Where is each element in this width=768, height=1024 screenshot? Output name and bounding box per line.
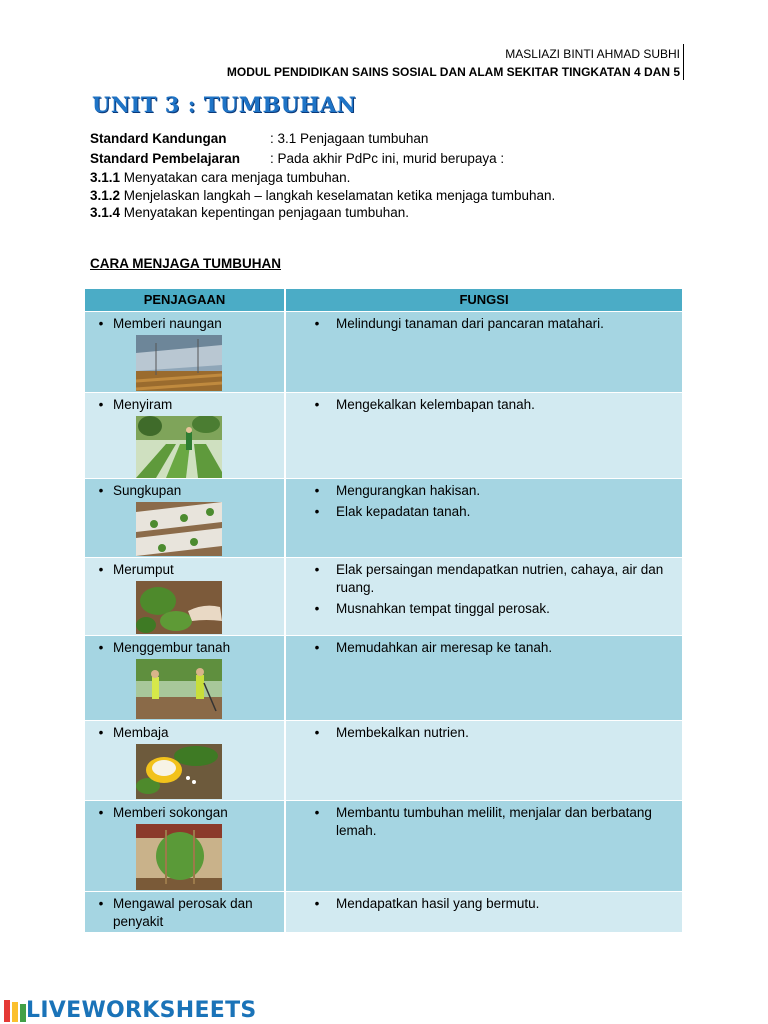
tilling-photo bbox=[136, 659, 222, 719]
function-text: Mengurangkan hakisan. bbox=[336, 483, 481, 498]
fertilizer-photo bbox=[136, 744, 222, 799]
bullet-icon: • bbox=[314, 316, 320, 331]
table-row bbox=[85, 635, 682, 720]
function-cell bbox=[286, 801, 682, 891]
objective bbox=[90, 169, 350, 186]
bullet-icon: • bbox=[98, 483, 104, 498]
objective-code: 3.1.1 bbox=[90, 170, 121, 185]
support-photo bbox=[136, 824, 222, 890]
table-row bbox=[85, 800, 682, 891]
function-text: Melindungi tanaman dari pancaran matahari. bbox=[336, 316, 604, 331]
function-text: Musnahkan tempat tinggal perosak. bbox=[336, 601, 550, 616]
care-label: Membaja bbox=[113, 725, 169, 740]
care-cell bbox=[85, 479, 286, 557]
standard-learning bbox=[90, 150, 504, 167]
header-divider bbox=[683, 44, 684, 80]
watering-photo bbox=[136, 416, 222, 478]
bullet-icon: • bbox=[314, 562, 320, 577]
function-cell bbox=[286, 558, 682, 635]
liveworksheets-logo bbox=[4, 998, 257, 1023]
bullet-icon: • bbox=[314, 601, 320, 616]
function-cell bbox=[286, 312, 682, 392]
table-row bbox=[85, 557, 682, 635]
section-title: CARA MENJAGA TUMBUHAN bbox=[90, 256, 281, 271]
weeding-photo bbox=[136, 581, 222, 634]
bullet-icon: • bbox=[98, 316, 104, 331]
function-text: Membekalkan nutrien. bbox=[336, 725, 469, 740]
objective bbox=[90, 204, 409, 221]
bullet-icon: • bbox=[98, 805, 104, 820]
care-cell bbox=[85, 558, 286, 635]
liveworksheets-icon bbox=[4, 1000, 26, 1022]
table-row bbox=[85, 478, 682, 557]
shade-net-photo bbox=[136, 335, 222, 391]
standard-content-label: Standard Kandungan bbox=[90, 131, 227, 146]
care-label: Menyiram bbox=[113, 397, 173, 412]
table-row bbox=[85, 311, 682, 392]
objective-text: Menyatakan kepentingan penjagaan tumbuhan. bbox=[120, 205, 410, 220]
care-label: Mengawal perosak dan penyakit bbox=[113, 896, 253, 929]
care-cell bbox=[85, 312, 286, 392]
bullet-icon: • bbox=[98, 725, 104, 740]
function-text: Membantu tumbuhan melilit, menjalar dan berbatang lemah. bbox=[336, 805, 652, 838]
objective-code: 3.1.2 bbox=[90, 188, 121, 203]
standard-learning-value: : Pada akhir PdPc ini, murid berupaya : bbox=[270, 151, 505, 166]
care-cell bbox=[85, 892, 286, 932]
care-label: Memberi naungan bbox=[113, 316, 222, 331]
care-table bbox=[85, 289, 682, 932]
table-row bbox=[85, 891, 682, 932]
liveworksheets-brand: LIVEWORKSHEETS bbox=[26, 998, 257, 1023]
bullet-icon: • bbox=[314, 504, 320, 519]
care-label: Sungkupan bbox=[113, 483, 182, 498]
function-cell bbox=[286, 721, 682, 800]
standard-learning-label: Standard Pembelajaran bbox=[90, 151, 241, 166]
function-text: Elak kepadatan tanah. bbox=[336, 504, 471, 519]
table-header bbox=[85, 289, 682, 311]
objective-text: Menjelaskan langkah – langkah keselamatan ketika menjaga tumbuhan. bbox=[120, 188, 556, 203]
standard-content-value: : 3.1 Penjagaan tumbuhan bbox=[270, 131, 429, 146]
bullet-icon: • bbox=[314, 725, 320, 740]
mulching-photo bbox=[136, 502, 222, 556]
bullet-icon: • bbox=[314, 483, 320, 498]
function-cell bbox=[286, 393, 682, 478]
standard-content bbox=[90, 130, 428, 147]
bullet-icon: • bbox=[314, 805, 320, 820]
table-row bbox=[85, 392, 682, 478]
function-cell bbox=[286, 892, 682, 932]
objective-text: Menyatakan cara menjaga tumbuhan. bbox=[120, 170, 351, 185]
bullet-icon: • bbox=[314, 896, 320, 911]
care-label: Memberi sokongan bbox=[113, 805, 228, 820]
function-text: Mengekalkan kelembapan tanah. bbox=[336, 397, 535, 412]
care-label: Menggembur tanah bbox=[113, 640, 231, 655]
care-label: Merumput bbox=[113, 562, 174, 577]
care-cell bbox=[85, 721, 286, 800]
function-cell bbox=[286, 479, 682, 557]
header-fungsi: FUNGSI bbox=[459, 292, 509, 307]
header-penjagaan: PENJAGAAN bbox=[85, 289, 286, 311]
header-module: MODUL PENDIDIKAN SAINS SOSIAL DAN ALAM SEKITAR TINGKATAN 4 DAN 5 bbox=[226, 65, 680, 79]
header-author: MASLIAZI BINTI AHMAD SUBHI bbox=[505, 47, 680, 61]
unit-title: UNIT 3 : TUMBUHAN bbox=[92, 92, 357, 117]
bullet-icon: • bbox=[98, 397, 104, 412]
care-cell bbox=[85, 636, 286, 720]
bullet-icon: • bbox=[98, 896, 104, 911]
objective-code: 3.1.4 bbox=[90, 205, 121, 220]
bullet-icon: • bbox=[314, 397, 320, 412]
function-text: Mendapatkan hasil yang bermutu. bbox=[336, 896, 540, 911]
bullet-icon: • bbox=[314, 640, 320, 655]
bullet-icon: • bbox=[98, 562, 104, 577]
table-row bbox=[85, 720, 682, 800]
function-text: Elak persaingan mendapatkan nutrien, cahaya, air dan ruang. bbox=[336, 562, 664, 595]
function-text: Memudahkan air meresap ke tanah. bbox=[336, 640, 553, 655]
objective bbox=[90, 187, 555, 204]
bullet-icon: • bbox=[98, 640, 104, 655]
care-cell bbox=[85, 393, 286, 478]
function-cell bbox=[286, 636, 682, 720]
care-cell bbox=[85, 801, 286, 891]
